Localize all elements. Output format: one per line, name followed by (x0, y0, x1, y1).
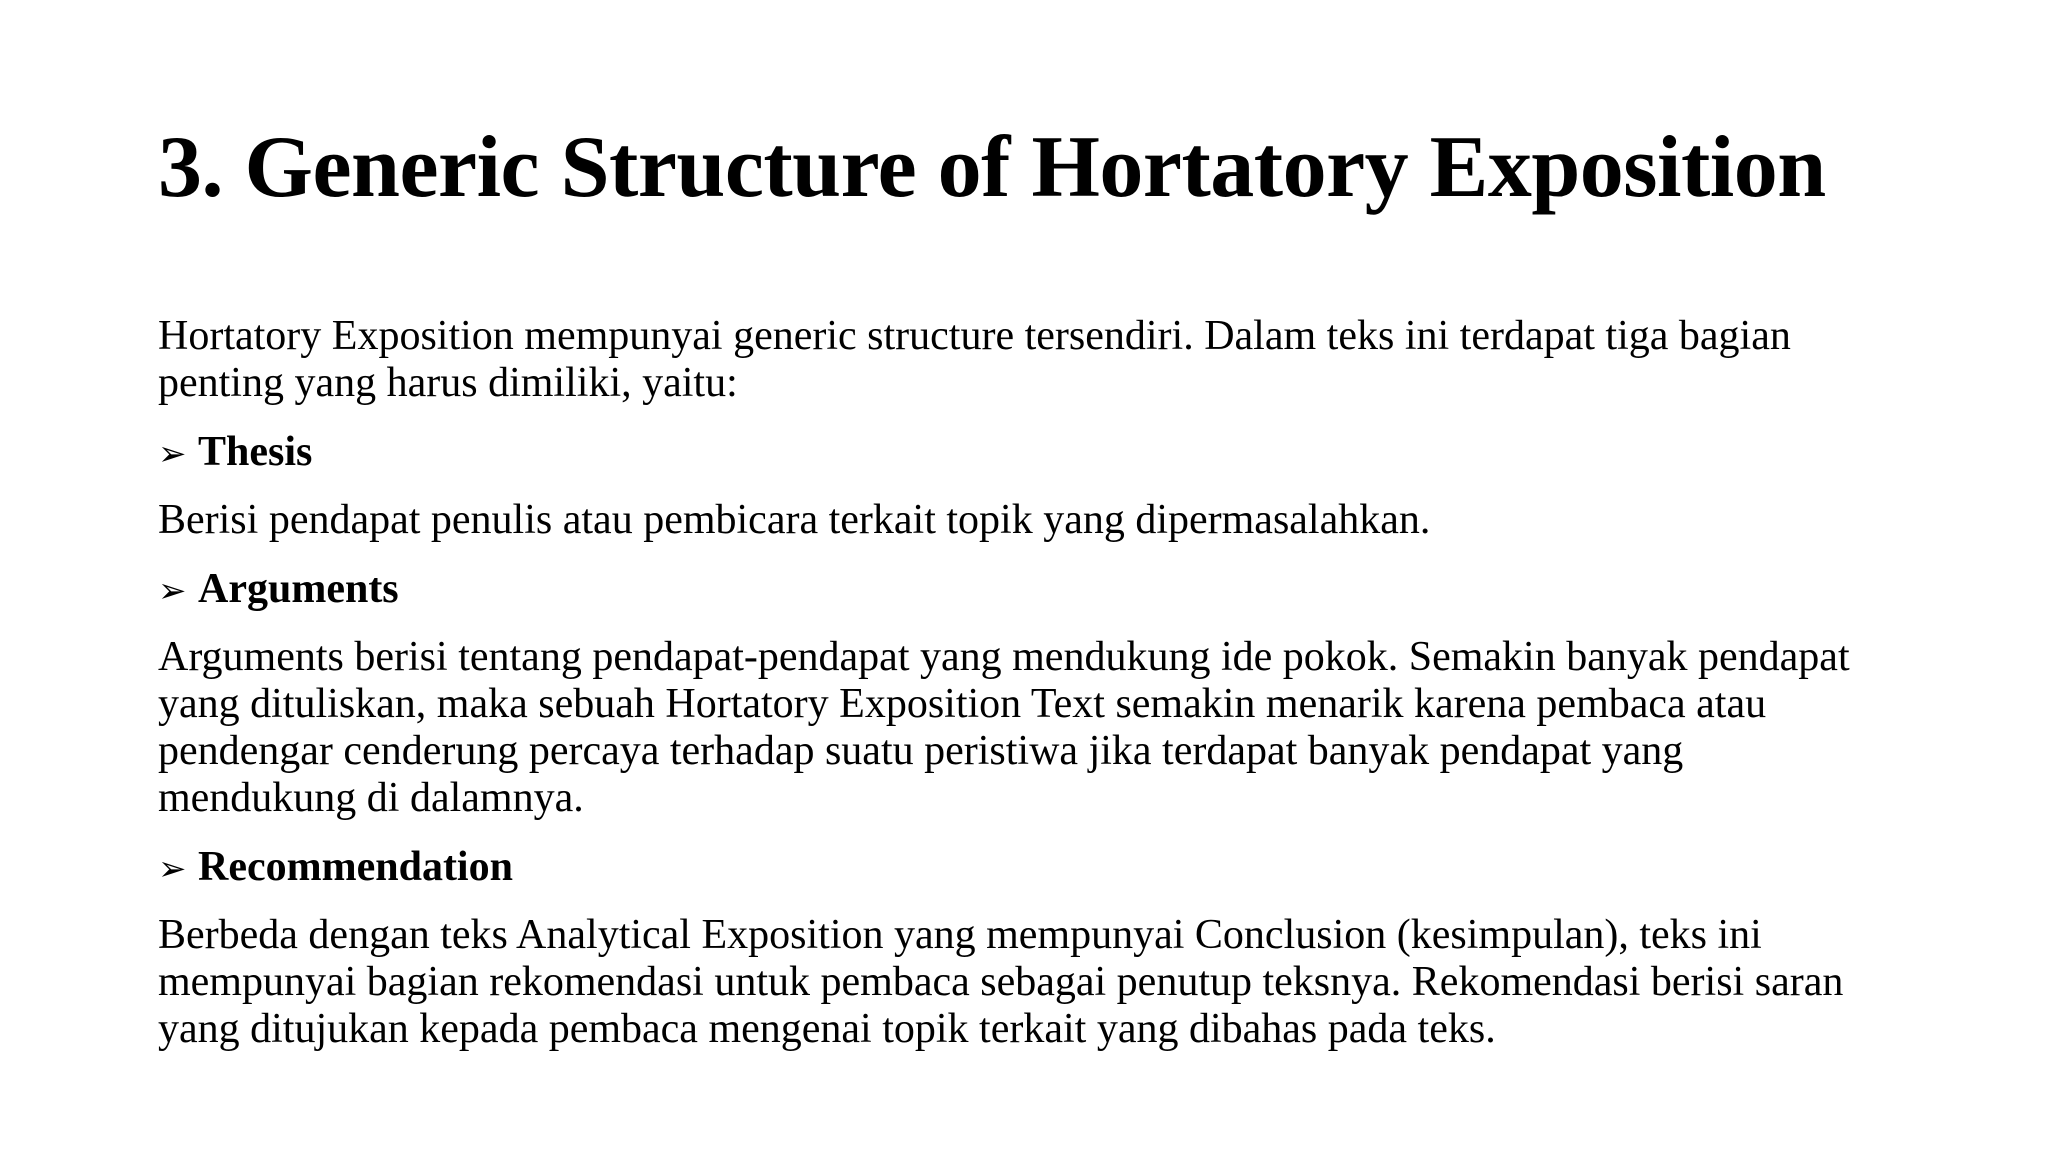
item-heading-arguments (158, 564, 1918, 616)
arguments-line: pendengar cenderung percaya terhadap suatu peristiwa jika terdapat banyak pendapat yang (158, 728, 1684, 774)
item-heading-label: Recommendation (198, 844, 513, 890)
item-heading-thesis (158, 427, 1918, 479)
slide-body (158, 313, 1918, 1053)
recommendation-line: mempunyai bagian rekomendasi untuk pembaca sebagai penutup teksnya. Rekomendasi berisi saran (158, 959, 1844, 1005)
item-heading-label: Thesis (198, 429, 313, 475)
arrowhead-bullet-icon: ➢ (158, 434, 187, 474)
intro-line: Hortatory Exposition mempunyai generic structure tersendiri. Dalam teks ini terdapat tiga bagian (158, 313, 1791, 359)
thesis-paragraph (158, 497, 1918, 544)
arrowhead-bullet-icon: ➢ (158, 571, 187, 611)
thesis-line: Berisi pendapat penulis atau pembicara terkait topik yang dipermasalahkan. (158, 497, 1431, 543)
arrowhead-bullet-icon: ➢ (158, 849, 187, 889)
recommendation-line: Berbeda dengan teks Analytical Exposition yang mempunyai Conclusion (kesimpulan), teks ini (158, 912, 1762, 958)
arguments-paragraph (158, 634, 1918, 822)
intro-line: penting yang harus dimiliki, yaitu: (158, 360, 738, 406)
arguments-line: yang dituliskan, maka sebuah Hortatory Exposition Text semakin menarik karena pembaca atau (158, 681, 1767, 727)
intro-paragraph (158, 313, 1918, 407)
arguments-line: Arguments berisi tentang pendapat-pendapat yang mendukung ide pokok. Semakin banyak pendapat (158, 634, 1850, 680)
item-heading-label: Arguments (198, 566, 399, 612)
recommendation-line: yang ditujukan kepada pembaca mengenai topik terkait yang dibahas pada teks. (158, 1006, 1496, 1052)
arguments-line: mendukung di dalamnya. (158, 775, 584, 821)
slide-title: 3. Generic Structure of Hortatory Exposition (158, 119, 1826, 216)
item-heading-recommendation (158, 842, 1918, 894)
recommendation-paragraph (158, 912, 1918, 1053)
